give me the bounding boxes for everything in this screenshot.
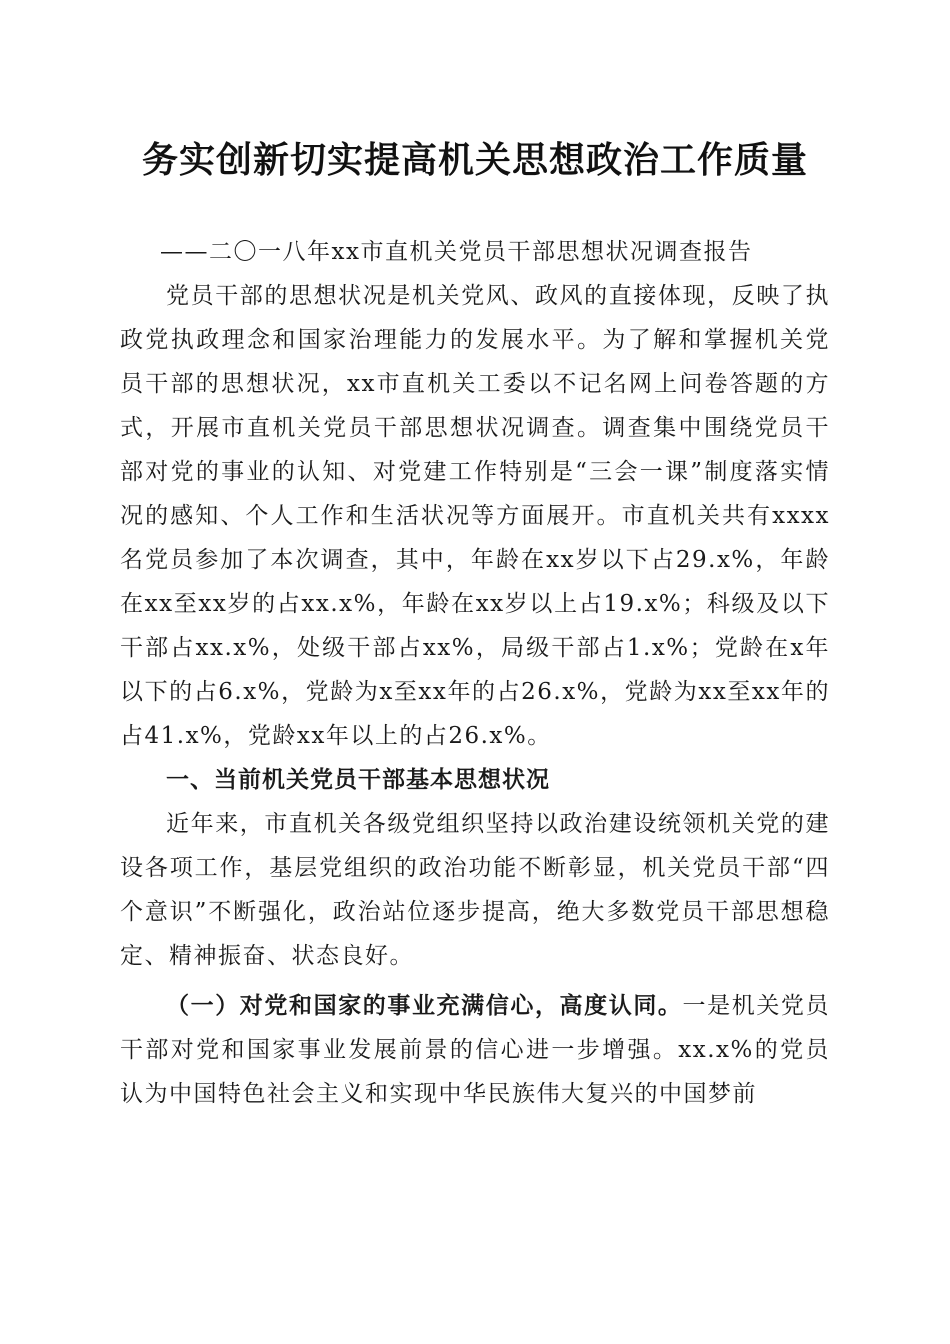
intro-paragraph: 党员干部的思想状况是机关党风、政风的直接体现，反映了执政党执政理念和国家治理能力的发展水平。为了解和掌握机关党员干部的思想状况，xx市直机关工委以不记名网上问卷答题的方式，开展市直机关党员干部思想状况调查。调查集中围绕党员干部对党的事业的认知、对党建工作特别是“三会一课”制度落实情况的感知、个人工作和生活状况等方面展开。市直机关共有xxxx名党员参加了本次调查，其中，年龄在xx岁以下占29.x%，年龄在xx至xx岁的占xx.x%，年龄在xx岁以上占19.x%；科级及以下干部占xx.x%，处级干部占xx%，局级干部占1.x%；党龄在x年以下的占6.x%，党龄为x至xx年的占26.x%，党龄为xx至xx年的占41.x%，党龄xx年以上的占26.x%。 bbox=[120, 283, 830, 749]
document-title: 务实创新切实提高机关思想政治工作质量 bbox=[141, 139, 808, 181]
subsection-1-text: 一是机关党员干部对党和国家事业发展前景的信心进一步增强。xx.x%的党员认为中国特色社会主义和实现中华民族伟大复兴的中国梦前 bbox=[120, 993, 831, 1107]
section-heading-1: 一、当前机关党员干部基本思想状况 bbox=[166, 767, 550, 793]
section-1-paragraph: 近年来，市直机关各级党组织坚持以政治建设统领机关党的建设各项工作，基层党组织的政治功能不断彰显，机关党员干部“四个意识”不断强化，政治站位逐步提高，绝大多数党员干部思想稳定、精神振奋、状态良好。 bbox=[120, 811, 830, 969]
subsection-1-heading: （一）对党和国家的事业充满信心，高度认同。 bbox=[166, 992, 683, 1019]
subsection-1-paragraph bbox=[120, 984, 830, 1116]
document-subtitle: ——二〇一八年xx市直机关党员干部思想状况调查报告 bbox=[160, 239, 753, 265]
document-body bbox=[120, 230, 830, 1116]
